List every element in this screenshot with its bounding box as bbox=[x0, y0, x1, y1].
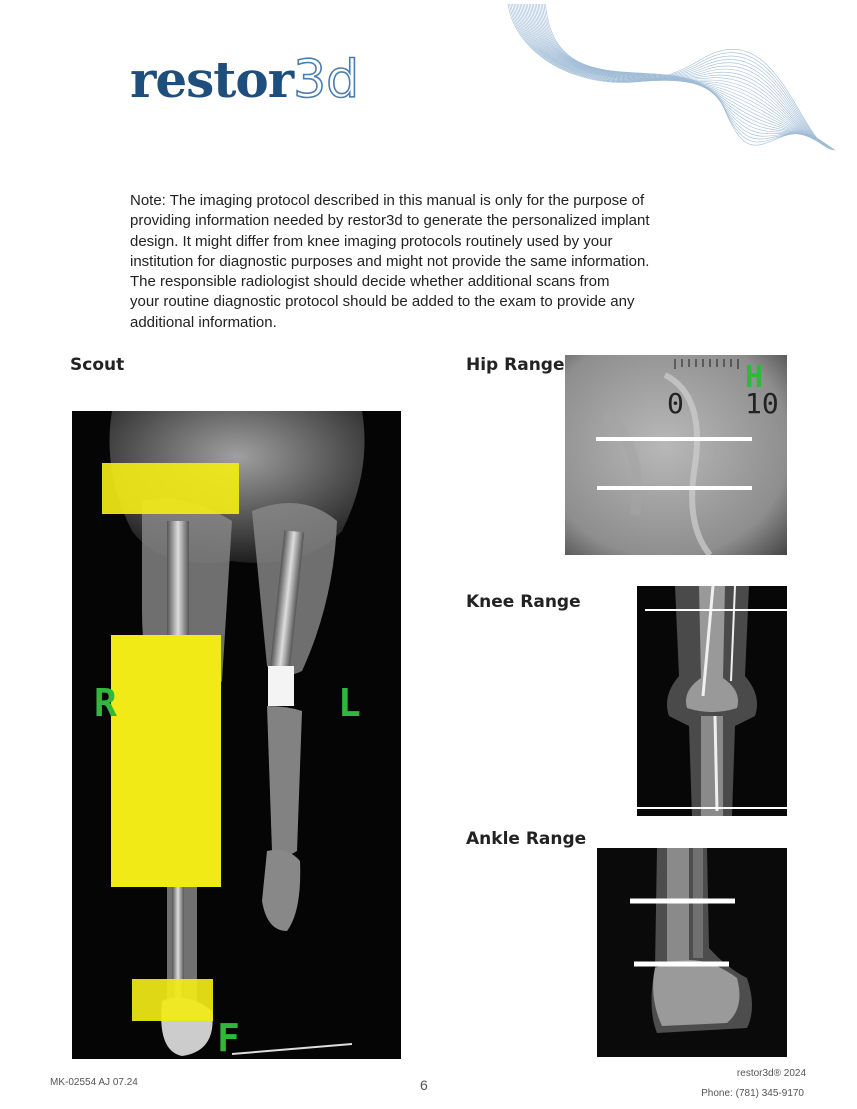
scout-heading: Scout bbox=[70, 355, 125, 375]
wave-line bbox=[519, 4, 831, 147]
ankle-range-heading: Ankle Range bbox=[466, 829, 587, 849]
wave-graphic bbox=[500, 0, 857, 170]
hip-range-heading: Hip Range bbox=[466, 355, 565, 375]
document-code: MK-02554 AJ 07.24 bbox=[50, 1077, 138, 1088]
marker-r: R bbox=[94, 681, 117, 725]
ruler-ten-label: 10 bbox=[745, 387, 779, 420]
marker-f: F bbox=[217, 1016, 240, 1059]
note-paragraph: Note: The imaging protocol described in this manual is only for the purpose of providing information needed by restor3d to generate the personalized implant design. It might differ from knee imaging protocols routinely used by your institution for diagnostic purposes and might not provide the same information. The responsible radiologist should decide whether additional scans from your routine diagnostic protocol should be added to the exam to provide any additional information. bbox=[130, 192, 650, 331]
knee-range-image bbox=[637, 586, 787, 816]
footer-brand: restor3d® 2024 bbox=[736, 1068, 806, 1079]
hip-marker-h: H bbox=[745, 360, 764, 395]
logo-wordmark: restor bbox=[130, 50, 294, 109]
page-number: 6 bbox=[420, 1077, 428, 1093]
restor3d-logo bbox=[130, 48, 359, 112]
knee-range-heading: Knee Range bbox=[466, 592, 581, 612]
ankle-range-image bbox=[597, 848, 787, 1057]
wave-line bbox=[520, 4, 830, 147]
marker-l: L bbox=[338, 681, 361, 725]
hip-range-image bbox=[565, 355, 787, 555]
scout-xray-image bbox=[72, 411, 401, 1059]
ruler-zero-label: 0 bbox=[667, 387, 684, 420]
logo-accent: 3d bbox=[293, 50, 360, 110]
footer-phone: Phone: (781) 345-9170 bbox=[701, 1088, 804, 1099]
